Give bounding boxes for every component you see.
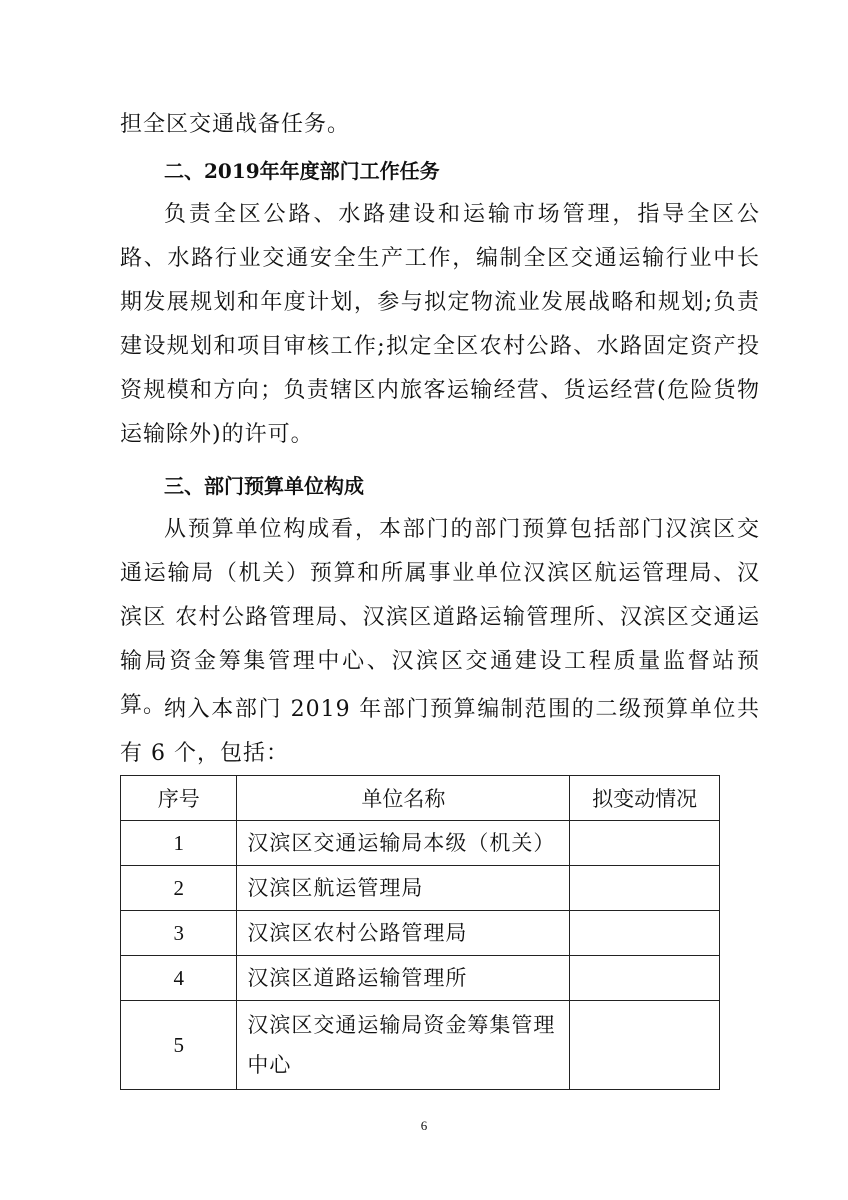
paragraph-budget-units: 从预算单位构成看，本部门的部门预算包括部门汉滨区交通运输局（机关）预算和所属事业单位汉滨区航运管理局、汉滨区 农村公路管理局、汉滨区道路运输管理所、汉滨区交通运输局资金筹集管理中心、汉滨区交通建设工程质量监督站预算。 [120,517,760,718]
section-heading-3: 三、部门预算单位构成 [164,474,364,498]
paragraph-work-tasks: 负责全区公路、水路建设和运输市场管理，指导全区公路、水路行业交通安全生产工作，编制全区交通运输行业中长期发展规划和年度计划，参与拟定物流业发展战略和规划;负责建设规划和项目审核工作;拟定全区农村公路、水路固定资产投资规模和方向；负责辖区内旅客运输经营、货运经营(危险货物运输除外)的许可。 [120,202,760,447]
header-change: 拟变动情况 [570,776,720,821]
row-change [570,956,720,1001]
paragraph-intro-end: 担全区交通战备任务。 [120,112,351,137]
header-unit-name: 单位名称 [237,776,570,821]
table-row [121,1001,720,1090]
table-header-row [121,776,720,821]
page-number: 6 [420,1118,428,1133]
table-row [121,956,720,1001]
table-row [121,911,720,956]
row-change [570,866,720,911]
paragraph-unit-count: 纳入本部门 2019 年部门预算编制范围的二级预算单位共有 6 个，包括： [120,697,760,766]
section-heading-2: 二、2019年年度部门工作任务 [164,159,440,183]
row-change [570,911,720,956]
header-index: 序号 [121,776,237,821]
row-change [570,821,720,866]
row-unit-name: 汉滨区农村公路管理局 [237,911,570,956]
row-index: 3 [121,911,237,956]
row-index: 2 [121,866,237,911]
table-row [121,866,720,911]
row-index: 5 [121,1001,237,1090]
table-row [121,821,720,866]
row-index: 4 [121,956,237,1001]
row-unit-name: 汉滨区交通运输局本级（机关） [237,821,570,866]
row-unit-name: 汉滨区航运管理局 [237,866,570,911]
row-change [570,1001,720,1090]
budget-units-table [120,775,720,1090]
row-index: 1 [121,821,237,866]
row-unit-name: 汉滨区道路运输管理所 [237,956,570,1001]
row-unit-name: 汉滨区交通运输局资金筹集管理中心 [237,1001,570,1090]
